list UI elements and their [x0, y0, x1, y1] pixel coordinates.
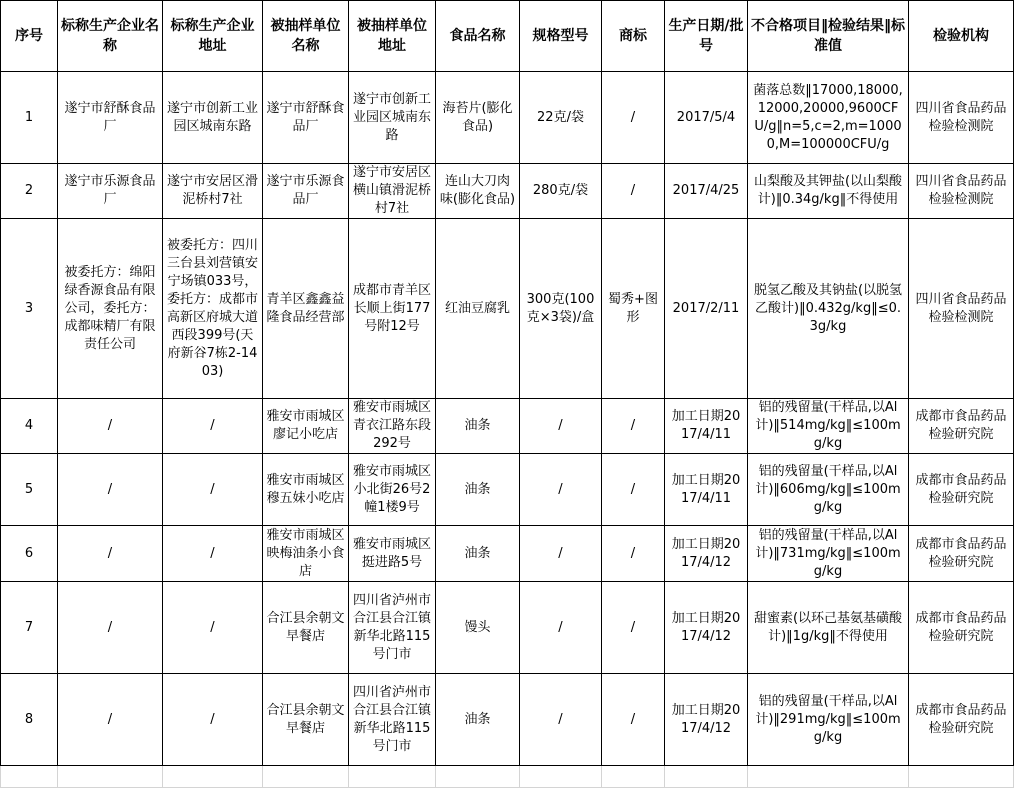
cell-trademark: /	[602, 674, 665, 766]
cell-sampled-unit-name: 合江县余朝文早餐店	[263, 674, 349, 766]
header-food-name: 食品名称	[436, 1, 520, 72]
cell-sampled-unit-name: 遂宁市乐源食品厂	[263, 164, 349, 219]
cell-failed-item-result: 脱氢乙酸及其钠盐(以脱氢乙酸计)‖0.432g/kg‖≤0.3g/kg	[748, 219, 909, 399]
cell-sampled-unit-name: 雅安市雨城区映梅油条小食店	[263, 526, 349, 582]
cell-seq: 4	[1, 399, 58, 454]
cell-trademark: /	[602, 399, 665, 454]
cell-inspection-agency: 成都市食品药品检验研究院	[909, 454, 1014, 526]
cell-sampled-unit-address: 雅安市雨城区挺进路5号	[349, 526, 436, 582]
cell-failed-item-result: 铝的残留量(干样品,以Al计)‖291mg/kg‖≤100mg/kg	[748, 674, 909, 766]
cell-sampled-unit-name: 雅安市雨城区廖记小吃店	[263, 399, 349, 454]
table-row	[1, 72, 1014, 164]
cell-failed-item-result: 铝的残留量(干样品,以Al计)‖514mg/kg‖≤100mg/kg	[748, 399, 909, 454]
cell-manufacturer-name: /	[58, 399, 163, 454]
cell-spec: 22克/袋	[520, 72, 602, 164]
header-spec: 规格型号	[520, 1, 602, 72]
cell-manufacturer-name: /	[58, 526, 163, 582]
empty-cell	[163, 766, 263, 788]
empty-cell	[909, 766, 1014, 788]
cell-food-name: 油条	[436, 399, 520, 454]
cell-inspection-agency: 四川省食品药品检验检测院	[909, 164, 1014, 219]
cell-manufacturer-name: 遂宁市舒酥食品厂	[58, 72, 163, 164]
cell-inspection-agency: 四川省食品药品检验检测院	[909, 219, 1014, 399]
cell-seq: 1	[1, 72, 58, 164]
header-row	[1, 1, 1014, 72]
cell-failed-item-result: 菌落总数‖17000,18000,12000,20000,9600CFU/g‖n=5,c=2,m=10000,M=100000CFU/g	[748, 72, 909, 164]
cell-manufacturer-address: 遂宁市创新工业园区城南东路	[163, 72, 263, 164]
table-row	[1, 164, 1014, 219]
cell-food-name: 油条	[436, 526, 520, 582]
cell-production-date: 加工日期2017/4/11	[665, 454, 748, 526]
cell-manufacturer-address: /	[163, 399, 263, 454]
cell-sampled-unit-name: 遂宁市舒酥食品厂	[263, 72, 349, 164]
cell-sampled-unit-address: 四川省泸州市合江县合江镇新华北路115号门市	[349, 674, 436, 766]
cell-seq: 6	[1, 526, 58, 582]
cell-trademark: /	[602, 454, 665, 526]
empty-cell	[748, 766, 909, 788]
cell-seq: 7	[1, 582, 58, 674]
cell-spec: /	[520, 674, 602, 766]
table-row	[1, 454, 1014, 526]
cell-seq: 8	[1, 674, 58, 766]
cell-food-name: 海苔片(膨化食品)	[436, 72, 520, 164]
cell-manufacturer-address: /	[163, 674, 263, 766]
header-sampled-unit-name: 被抽样单位名称	[263, 1, 349, 72]
cell-production-date: 加工日期2017/4/12	[665, 582, 748, 674]
cell-manufacturer-name: /	[58, 674, 163, 766]
cell-spec: 300克(100克×3袋)/盒	[520, 219, 602, 399]
header-trademark: 商标	[602, 1, 665, 72]
cell-inspection-agency: 成都市食品药品检验研究院	[909, 526, 1014, 582]
cell-spec: 280克/袋	[520, 164, 602, 219]
cell-inspection-agency: 四川省食品药品检验检测院	[909, 72, 1014, 164]
header-sampled-unit-address: 被抽样单位地址	[349, 1, 436, 72]
cell-sampled-unit-name: 青羊区鑫鑫益隆食品经营部	[263, 219, 349, 399]
cell-food-name: 红油豆腐乳	[436, 219, 520, 399]
cell-manufacturer-address: 被委托方：四川三台县刘营镇安宁场镇033号，委托方：成都市高新区府城大道西段399号(天府新谷7栋2-1403)	[163, 219, 263, 399]
cell-production-date: 2017/5/4	[665, 72, 748, 164]
cell-trademark: /	[602, 72, 665, 164]
table-row	[1, 219, 1014, 399]
empty-cell	[58, 766, 163, 788]
cell-sampled-unit-address: 雅安市雨城区青衣江路东段292号	[349, 399, 436, 454]
cell-manufacturer-name: 被委托方：绵阳绿香源食品有限公司，委托方：成都味精厂有限责任公司	[58, 219, 163, 399]
cell-sampled-unit-address: 四川省泸州市合江县合江镇新华北路115号门市	[349, 582, 436, 674]
empty-cell	[349, 766, 436, 788]
header-failed-item-result: 不合格项目‖检验结果‖标准值	[748, 1, 909, 72]
cell-food-name: 油条	[436, 674, 520, 766]
cell-trademark: /	[602, 582, 665, 674]
header-manufacturer-address: 标称生产企业地址	[163, 1, 263, 72]
cell-inspection-agency: 成都市食品药品检验研究院	[909, 399, 1014, 454]
empty-cell	[1, 766, 58, 788]
cell-trademark: /	[602, 526, 665, 582]
cell-production-date: 加工日期2017/4/12	[665, 674, 748, 766]
cell-manufacturer-name: /	[58, 582, 163, 674]
table-row	[1, 526, 1014, 582]
cell-sampled-unit-name: 雅安市雨城区穆五妹小吃店	[263, 454, 349, 526]
cell-manufacturer-address: /	[163, 454, 263, 526]
table-row	[1, 399, 1014, 454]
cell-production-date: 2017/2/11	[665, 219, 748, 399]
cell-production-date: 2017/4/25	[665, 164, 748, 219]
cell-spec: /	[520, 582, 602, 674]
cell-sampled-unit-name: 合江县余朝文早餐店	[263, 582, 349, 674]
cell-failed-item-result: 山梨酸及其钾盐(以山梨酸计)‖0.34g/kg‖不得使用	[748, 164, 909, 219]
empty-cell	[520, 766, 602, 788]
cell-production-date: 加工日期2017/4/12	[665, 526, 748, 582]
cell-sampled-unit-address: 遂宁市创新工业园区城南东路	[349, 72, 436, 164]
empty-cell	[665, 766, 748, 788]
header-production-date: 生产日期/批号	[665, 1, 748, 72]
header-inspection-agency: 检验机构	[909, 1, 1014, 72]
cell-trademark: 蜀秀+图形	[602, 219, 665, 399]
cell-sampled-unit-address: 成都市青羊区长顺上街177号附12号	[349, 219, 436, 399]
cell-manufacturer-address: /	[163, 582, 263, 674]
cell-food-name: 馒头	[436, 582, 520, 674]
cell-manufacturer-address: /	[163, 526, 263, 582]
cell-trademark: /	[602, 164, 665, 219]
cell-seq: 3	[1, 219, 58, 399]
cell-failed-item-result: 甜蜜素(以环己基氨基磺酸计)‖1g/kg‖不得使用	[748, 582, 909, 674]
cell-failed-item-result: 铝的残留量(干样品,以Al计)‖606mg/kg‖≤100mg/kg	[748, 454, 909, 526]
cell-spec: /	[520, 526, 602, 582]
cell-spec: /	[520, 399, 602, 454]
header-manufacturer-name: 标称生产企业名称	[58, 1, 163, 72]
cell-sampled-unit-address: 雅安市雨城区小北街26号2幢1楼9号	[349, 454, 436, 526]
header-seq: 序号	[1, 1, 58, 72]
table-row	[1, 674, 1014, 766]
table-row	[1, 582, 1014, 674]
empty-row	[1, 766, 1014, 788]
cell-failed-item-result: 铝的残留量(干样品,以Al计)‖731mg/kg‖≤100mg/kg	[748, 526, 909, 582]
cell-food-name: 油条	[436, 454, 520, 526]
cell-food-name: 连山大刀肉味(膨化食品)	[436, 164, 520, 219]
cell-sampled-unit-address: 遂宁市安居区横山镇滑泥桥村7社	[349, 164, 436, 219]
cell-spec: /	[520, 454, 602, 526]
cell-seq: 5	[1, 454, 58, 526]
cell-manufacturer-address: 遂宁市安居区滑泥桥村7社	[163, 164, 263, 219]
empty-cell	[602, 766, 665, 788]
cell-production-date: 加工日期2017/4/11	[665, 399, 748, 454]
cell-inspection-agency: 成都市食品药品检验研究院	[909, 674, 1014, 766]
cell-manufacturer-name: /	[58, 454, 163, 526]
empty-cell	[436, 766, 520, 788]
cell-manufacturer-name: 遂宁市乐源食品厂	[58, 164, 163, 219]
empty-cell	[263, 766, 349, 788]
cell-inspection-agency: 成都市食品药品检验研究院	[909, 582, 1014, 674]
cell-seq: 2	[1, 164, 58, 219]
